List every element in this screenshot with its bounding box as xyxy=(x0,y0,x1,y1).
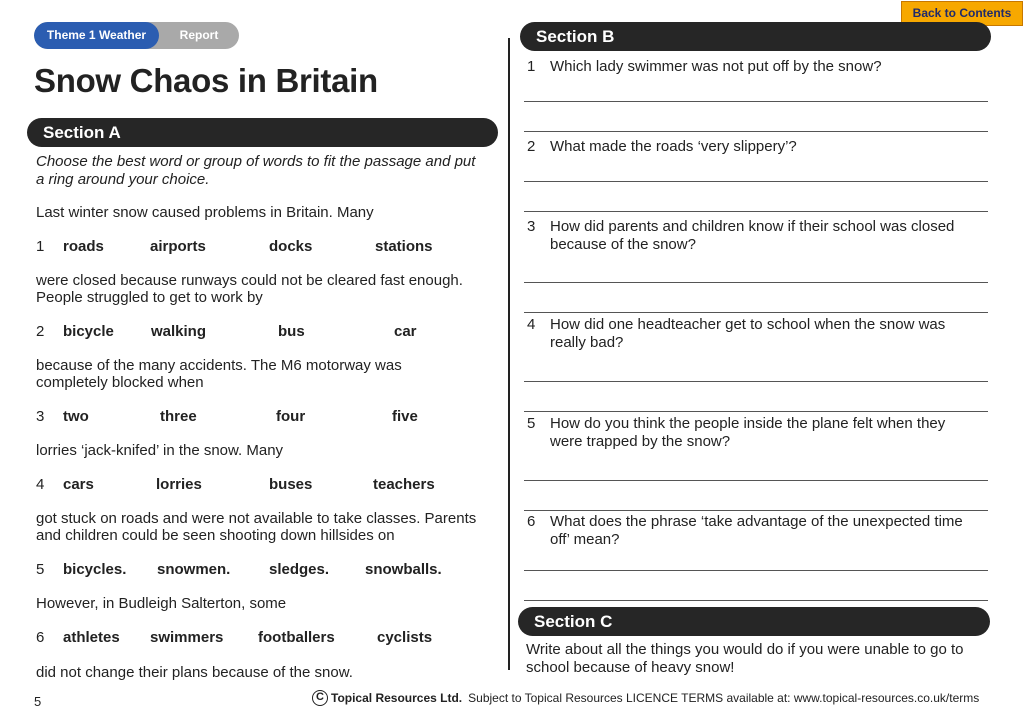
choice-option[interactable]: lorries xyxy=(156,476,202,493)
choice-option[interactable]: airports xyxy=(150,238,206,255)
passage-text: However, in Budleigh Salterton, some xyxy=(36,595,287,612)
publisher-name: Topical Resources Ltd. xyxy=(331,691,463,705)
question-number: 5 xyxy=(527,415,536,432)
choice-option[interactable]: four xyxy=(276,408,306,425)
passage-text: did not change their plans because of the snow. xyxy=(36,664,353,681)
theme-label: Theme 1 Weather xyxy=(34,22,159,49)
answer-line[interactable] xyxy=(524,211,988,212)
choice-number: 4 xyxy=(36,476,45,493)
choice-option[interactable]: bus xyxy=(278,323,305,340)
choice-option[interactable]: bicycles. xyxy=(63,561,127,578)
choice-number: 1 xyxy=(36,238,45,255)
section-b-heading: Section B xyxy=(520,22,991,51)
question-text: How do you think the people inside the plane felt when they xyxy=(550,415,946,432)
answer-line[interactable] xyxy=(524,131,988,132)
choice-option[interactable]: footballers xyxy=(258,629,335,646)
passage-text: lorries ‘jack-knifed’ in the snow. Many xyxy=(36,442,284,459)
question-text: How did parents and children know if their school was closed xyxy=(550,218,955,235)
question-number: 3 xyxy=(527,218,536,235)
passage-text: Last winter snow caused problems in Britain. Many xyxy=(36,204,374,221)
choice-number: 6 xyxy=(36,629,45,646)
section-c-heading: Section C xyxy=(518,607,990,636)
passage-text: People struggled to get to work by xyxy=(36,289,263,306)
choice-option[interactable]: cyclists xyxy=(377,629,433,646)
choice-option[interactable]: stations xyxy=(375,238,433,255)
answer-line[interactable] xyxy=(524,282,988,283)
answer-line[interactable] xyxy=(524,181,988,182)
question-number: 4 xyxy=(527,316,536,333)
question-number: 1 xyxy=(527,58,536,75)
answer-line[interactable] xyxy=(524,600,988,601)
choice-option[interactable]: buses xyxy=(269,476,313,493)
question-text: How did one headteacher get to school when the snow was xyxy=(550,316,946,333)
choice-option[interactable]: walking xyxy=(151,323,207,340)
choice-number: 5 xyxy=(36,561,45,578)
choice-option[interactable]: docks xyxy=(269,238,313,255)
choice-option[interactable]: five xyxy=(392,408,418,425)
answer-line[interactable] xyxy=(524,381,988,382)
question-text: What made the roads ‘very slippery’? xyxy=(550,138,797,155)
passage-text: completely blocked when xyxy=(36,374,204,391)
text-type-label: Report xyxy=(179,28,219,42)
footer xyxy=(312,690,979,706)
answer-line[interactable] xyxy=(524,411,988,412)
instruction-line-1: Choose the best word or group of words to fit the passage and put xyxy=(36,153,476,170)
question-text: What does the phrase ‘take advantage of the unexpected time xyxy=(550,513,963,530)
choice-option[interactable]: athletes xyxy=(63,629,120,646)
theme-badge xyxy=(34,22,239,49)
choice-option[interactable]: teachers xyxy=(373,476,435,493)
answer-line[interactable] xyxy=(524,480,988,481)
question-text: really bad? xyxy=(550,334,624,351)
choice-option[interactable]: two xyxy=(63,408,89,425)
licence-text: Subject to Topical Resources LICENCE TERMS available at: www.topical-resources.co.uk/terms xyxy=(468,691,980,705)
choice-option[interactable]: three xyxy=(160,408,197,425)
choice-option[interactable]: snowmen. xyxy=(157,561,231,578)
back-to-contents-button[interactable]: Back to Contents xyxy=(901,1,1023,26)
choice-option[interactable]: bicycle xyxy=(63,323,114,340)
choice-option[interactable]: cars xyxy=(63,476,94,493)
section-c-prompt: Write about all the things you would do if you were unable to go to xyxy=(526,641,964,658)
choice-option[interactable]: roads xyxy=(63,238,104,255)
passage-text: got stuck on roads and were not available to take classes. Parents xyxy=(36,510,477,527)
answer-line[interactable] xyxy=(524,510,988,511)
answer-line[interactable] xyxy=(524,312,988,313)
choice-number: 2 xyxy=(36,323,45,340)
page-title: Snow Chaos in Britain xyxy=(34,62,378,99)
copyright-icon: C xyxy=(312,690,328,706)
answer-line[interactable] xyxy=(524,101,988,102)
passage-text: and children could be seen shooting down hillsides on xyxy=(36,527,395,544)
question-text: because of the snow? xyxy=(550,236,696,253)
question-text: were trapped by the snow? xyxy=(550,433,731,450)
choice-number: 3 xyxy=(36,408,45,425)
page-number: 5 xyxy=(34,694,42,709)
column-divider xyxy=(508,38,510,670)
section-c-prompt: school because of heavy snow! xyxy=(526,659,735,676)
question-number: 6 xyxy=(527,513,536,530)
passage-text: because of the many accidents. The M6 motorway was xyxy=(36,357,402,374)
question-text: Which lady swimmer was not put off by the snow? xyxy=(550,58,882,75)
section-a-heading: Section A xyxy=(27,118,498,147)
question-text: off’ mean? xyxy=(550,531,620,548)
choice-option[interactable]: sledges. xyxy=(269,561,330,578)
instruction-line-2: a ring around your choice. xyxy=(36,171,210,188)
choice-option[interactable]: swimmers xyxy=(150,629,224,646)
choice-option[interactable]: car xyxy=(394,323,417,340)
answer-line[interactable] xyxy=(524,570,988,571)
passage-text: were closed because runways could not be cleared fast enough. xyxy=(36,272,463,289)
choice-option[interactable]: snowballs. xyxy=(365,561,442,578)
question-number: 2 xyxy=(527,138,536,155)
